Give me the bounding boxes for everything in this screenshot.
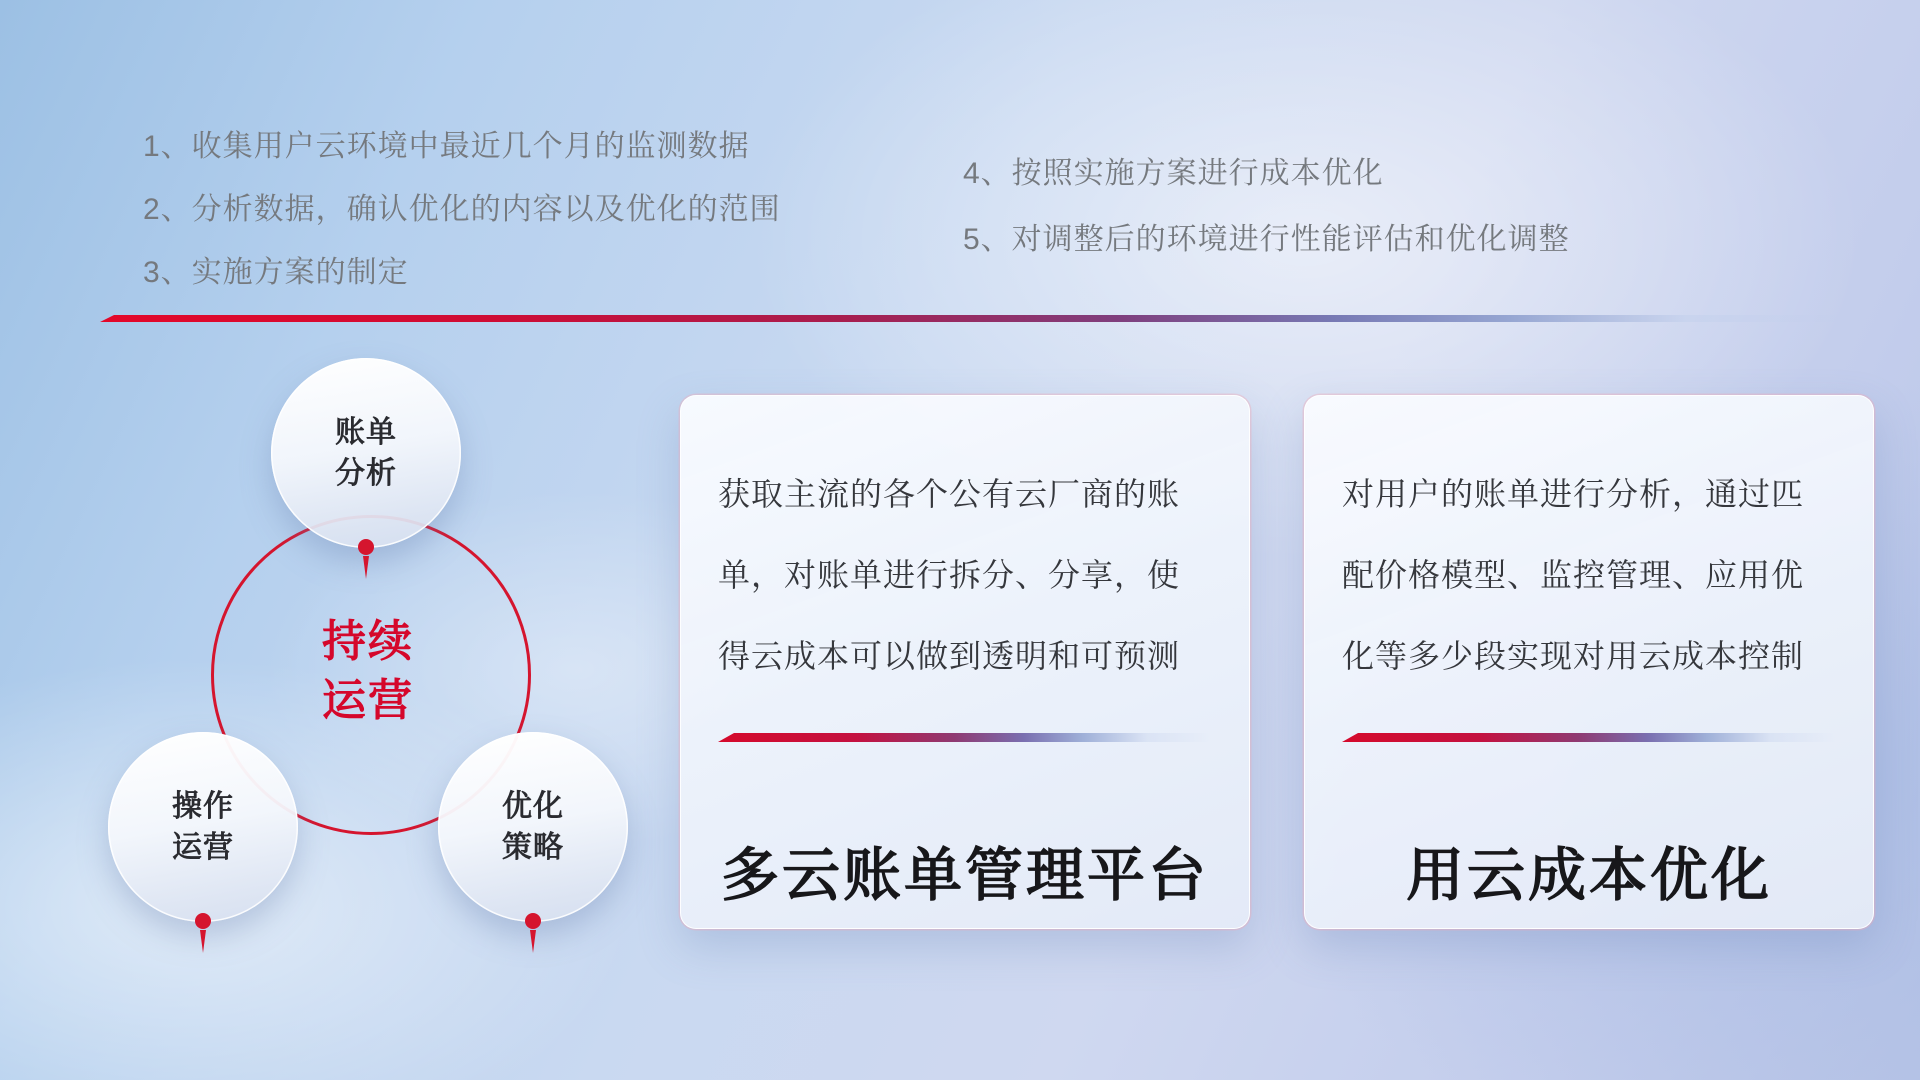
card-body-line: 获取主流的各个公有云厂商的账 [718, 476, 1181, 512]
cycle-node-bill-analysis [271, 358, 461, 548]
cycle-center-line1: 持续 [322, 617, 414, 666]
node-label-line2: 策略 [502, 831, 564, 864]
node-label-line1: 账单 [335, 416, 397, 449]
card-accent-divider [1342, 733, 1835, 742]
connector-dot-bottom-left [195, 913, 211, 929]
step-item-3: 3、实施方案的制定 [143, 256, 409, 289]
card-multicloud-billing-platform [680, 395, 1250, 929]
cycle-center-line2: 运营 [322, 676, 414, 725]
card-title-multicloud-billing: 多云账单管理平台 [720, 843, 1209, 908]
card-cloud-cost-optimization [1304, 395, 1874, 929]
card-body [718, 454, 1219, 697]
cycle-center-label [268, 612, 468, 730]
node-label-line2: 运营 [172, 831, 234, 864]
card-body-line: 化等多少段实现对用云成本控制 [1342, 638, 1805, 674]
connector-dot-top [358, 539, 374, 555]
step-item-2: 2、分析数据，确认优化的内容以及优化的范围 [143, 193, 781, 226]
card-accent-divider [718, 733, 1211, 742]
cycle-node-optimization-strategy [438, 732, 628, 922]
card-body-line: 配价格模型、监控管理、应用优 [1342, 557, 1805, 593]
node-label-line1: 操作 [172, 790, 234, 823]
step-item-4: 4、按照实施方案进行成本优化 [963, 157, 1384, 190]
node-label-line2: 分析 [335, 457, 397, 490]
node-label-line1: 优化 [502, 790, 564, 823]
step-item-5: 5、对调整后的环境进行性能评估和优化调整 [963, 223, 1570, 256]
connector-tail-top [363, 556, 369, 579]
connector-dot-bottom-right [525, 913, 541, 929]
card-body-line: 对用户的账单进行分析，通过匹 [1342, 476, 1805, 512]
card-title-cloud-cost-optimization: 用云成本优化 [1405, 843, 1772, 908]
connector-tail-bottom-right [530, 930, 536, 953]
card-body [1342, 454, 1843, 697]
step-item-1: 1、收集用户云环境中最近几个月的监测数据 [143, 130, 750, 163]
connector-tail-bottom-left [200, 930, 206, 953]
card-body-line: 得云成本可以做到透明和可预测 [718, 638, 1181, 674]
card-body-line: 单，对账单进行拆分、分享，使 [718, 557, 1181, 593]
cycle-node-operation-ops [108, 732, 298, 922]
